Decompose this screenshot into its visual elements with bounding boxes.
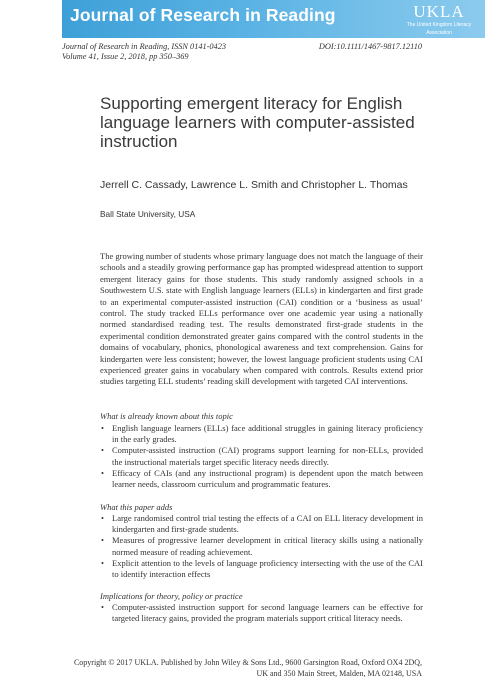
implications-heading: Implications for theory, policy or practice	[100, 591, 243, 601]
adds-heading: What this paper adds	[100, 502, 173, 512]
list-item: • Computer-assisted instruction support for second language learners can be effective for targeted literacy gains, provided the program materials support critical literacy needs.	[100, 602, 423, 624]
ukla-logo-text: UKLA	[413, 2, 465, 21]
abstract-text: The growing number of students whose primary language does not match the language of their schools and a steadily growing performance gap has prompted widespread attention to support emergent literacy gains for those students. This study randomly assigned schools in a Southwestern U.S. state with English language learners (ELLs) in kindergarten and first grade to an experimental computer-assisted instruction (CAI) condition or a ‘business as usual’ control. The study tracked ELLs performance over one academic year using a nationally normed standardised reading test. The results demonstrated first-grade students in the experimental condition demonstrated greater gains compared with the control students in the domains of vocabulary, phonics, phonological awareness and text comprehension. Gains for kindergarten were less consistent; however, the lowest language proficient students using CAI experienced greater gains in vocabulary when compared with controls. Results extend prior studies targeting ELL students’ reading skill development with targeted CAI interventions.	[100, 251, 423, 387]
list-item: • Explicit attention to the levels of language proficiency intersecting with the use of the CAI to identify interaction effects	[100, 558, 423, 580]
article-authors: Jerrell C. Cassady, Lawrence L. Smith and Christopher L. Thomas	[100, 179, 408, 191]
adds-list	[100, 513, 423, 580]
list-item: • English language learners (ELLs) face additional struggles in gaining literacy proficiency in the early grades.	[100, 423, 423, 445]
list-item: • Measures of progressive learner development in critical literacy skills using a nationally normed measure of reading achievement.	[100, 535, 423, 557]
citation-line-2: Volume 41, Issue 2, 2018, pp 350–369	[62, 52, 189, 61]
list-item: • Computer-assisted instruction (CAI) programs support learning for non-ELLs, provided the instructional materials target specific literacy needs directly.	[100, 445, 423, 467]
copyright-footer	[42, 658, 422, 679]
copyright-line-2: UK and 350 Main Street, Malden, MA 02148, USA	[256, 668, 422, 678]
implications-list	[100, 602, 423, 624]
list-item: • Efficacy of CAIs (and any instructional program) is dependent upon the match between learner needs, classroom curriculum and programmatic features.	[100, 468, 423, 490]
ukla-logo	[399, 3, 479, 35]
known-heading: What is already known about this topic	[100, 411, 233, 421]
known-list	[100, 423, 423, 490]
citation-line-1	[62, 42, 422, 51]
article-title: Supporting emergent literacy for English language learners with computer-assisted instruction	[100, 94, 415, 151]
article-affiliation: Ball State University, USA	[100, 209, 196, 219]
list-item: • Large randomised control trial testing the effects of a CAI on ELL literacy development in kindergarten and first-grade students.	[100, 513, 423, 535]
citation-issn: Journal of Research in Reading, ISSN 0141-0423	[62, 42, 226, 51]
ukla-logo-subtitle: The United Kingdom Literacy Association	[406, 22, 472, 36]
journal-title: Journal of Research in Reading	[70, 5, 336, 25]
copyright-line-1: Copyright © 2017 UKLA. Published by John Wiley & Sons Ltd., 9600 Garsington Road, Oxford OX4 2DQ,	[73, 658, 422, 667]
citation-doi: DOI:10.1111/1467-9817.12110	[318, 42, 422, 51]
journal-banner	[62, 0, 485, 38]
